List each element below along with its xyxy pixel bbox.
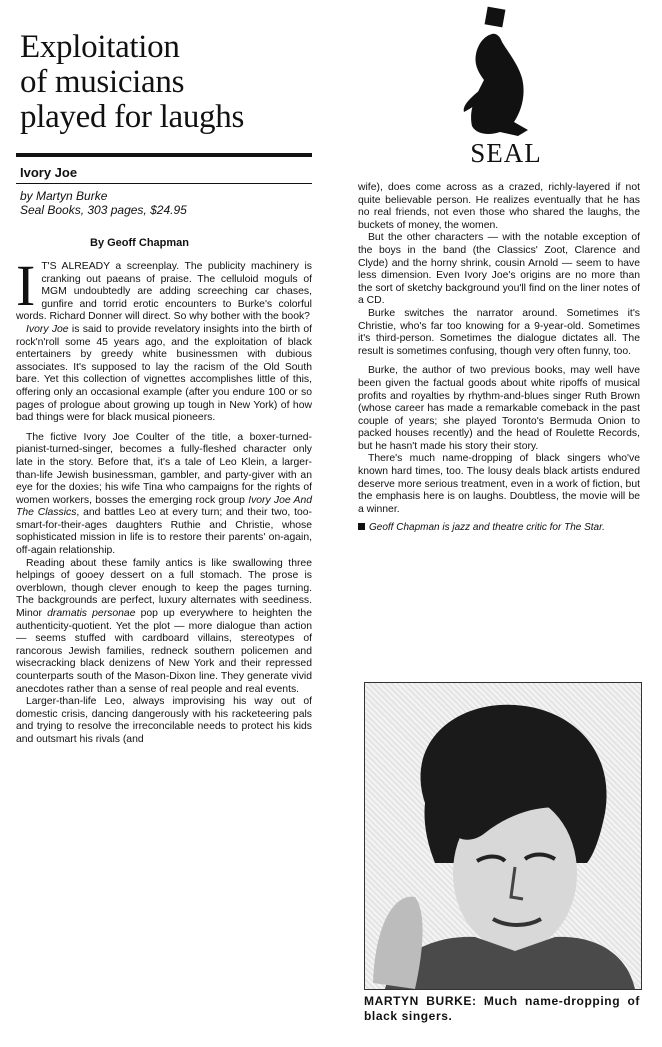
seal-logo-text: SEAL	[470, 138, 542, 168]
paragraph-5: Larger-than-life Leo, always improvising his way out of domestic crisis, dancing dangerously with his racketeering pals and trying to resolve the irreconcilable needs to protect his kids and outsmart his rivals (and	[16, 696, 312, 745]
paragraph-r2: But the other characters — with the notable exception of the boys in the band (the Classics' Zoot, Clarence and Clyde) and the horny shrink, cousin Arnold — seem to have less dimension. Even Ivory Joe's origins are no more than the sort of sketchy background you'll find on the liner notes of a CD.	[358, 232, 640, 307]
book-author: by Martyn Burke	[20, 189, 108, 203]
paragraph-r4: Burke, the author of two previous books, may well have been given the factual goods about white ripoffs of musical profits and royalties by rhythm-and-blues singer Ruth Brown (whose career has made a remarkable comeback in the past couple of years; she played Toronto's Bermuda Onion to packed houses recently) and the head of Roulette Records, but he hasn't made his story their story.	[358, 365, 640, 452]
headline-line-1: Exploitation	[20, 29, 180, 65]
square-bullet-icon	[358, 523, 365, 530]
left-column	[16, 0, 312, 747]
headline	[20, 30, 312, 135]
paragraph-r3: Burke switches the narrator around. Sometimes it's Christie, who's far too knowing for a 9-year-old. Sometimes it's third-person. Sometimes the dialogue dictates all. The result is sometimes confusing, though very often funny, too.	[358, 307, 640, 357]
article-body-left	[16, 253, 313, 747]
paragraph-4: Reading about these family antics is like swallowing three helpings of gooey dessert on a full stomach. The prose is overblown, though clever enough to keep the pages turning. The backgrounds are perfect, luxury alternates with seediness. Minor dramatis personae pop up everywhere to heighten the authenticity-quotient. Yet the plot — more dialogue than action — seems stuffed with cardboard villains, stereotypes of rancorous Jewish families, redneck southern policemen and wisecracking black denizens of New York and their repressed counterparts south of the Mason-Dixon line. They generate vivid anecdotes rather than a sense of real people and real events.	[16, 557, 312, 695]
divider-thick	[16, 153, 312, 157]
photo-caption: MARTYN BURKE: Much name-dropping of black singers.	[364, 994, 640, 1023]
byline: By Geoff Chapman	[90, 237, 190, 249]
drop-cap: I	[16, 253, 36, 318]
author-photo	[364, 682, 642, 990]
paragraph-r1: wife), does come across as a crazed, richly-layered if not quite believable person. He realizes eventually that he has no real friends, not even those who shared the laughs, the buckets of money, the women.	[358, 182, 640, 231]
headline-line-3: played for laughs	[20, 99, 244, 135]
book-title: Ivory Joe	[20, 165, 78, 180]
headline-line-2: of musicians	[20, 64, 185, 100]
divider-thin	[16, 183, 312, 184]
author-portrait-icon	[365, 683, 641, 989]
paragraph-r5: There's much name-dropping of black singers who've known hard times, too. The lousy deals black artists endured deserve more serious treatment, even in a work of fiction, but the emphasis here is on laughs. Doubtless, the movie will be a winner.	[358, 453, 640, 515]
paragraph-3: The fictive Ivory Joe Coulter of the title, a boxer-turned-pianist-turned-singer, becomes a fully-fleshed character only late in the story. Before that, it's a tale of Leo Klein, a larger-than-life Jewish businessman, gambler, and party-giver with an eye for the doxies; his wife Tina who campaigns for the rights of women workers, bosses the emerging rock group Ivory Joe And The Classics, and battles Leo at every turn; and their two, too-smart-for-their-ages daughters Ruthie and Christie, whose sophisticated mission in life is to restore their parents' on-again, off-again relationship.	[16, 431, 312, 557]
book-publisher: Seal Books, 303 pages, $24.95	[20, 203, 187, 217]
author-credit: Geoff Chapman is jazz and theatre critic for The Star.	[358, 522, 640, 534]
article-body-right	[358, 182, 640, 534]
paragraph-2: Ivory Joe is said to provide revelatory insights into the birth of rock'n'roll some 45 years ago, and the exploitation of black entertainers by greedy white businessmen with dubious associates. It's supposed to lay the racism of the Old South bare. Yet this collection of vignettes accomplishes little of this, offering only an occasional example (after you endure 100 or so pages of prologue about growing up tough in New York) of how bad things were for black musical pioneers.	[16, 323, 313, 424]
book-meta	[20, 189, 312, 217]
paragraph-1: I T'S ALREADY a screenplay. The publicity machinery is cranking out paeans of praise. The celluloid moguls of MGM undoubtedly are adding screeching car chases, gunfire and torrid erotic encounters to Burke's colorful words. Richard Donner will direct. So why bother with the book?	[16, 253, 312, 323]
